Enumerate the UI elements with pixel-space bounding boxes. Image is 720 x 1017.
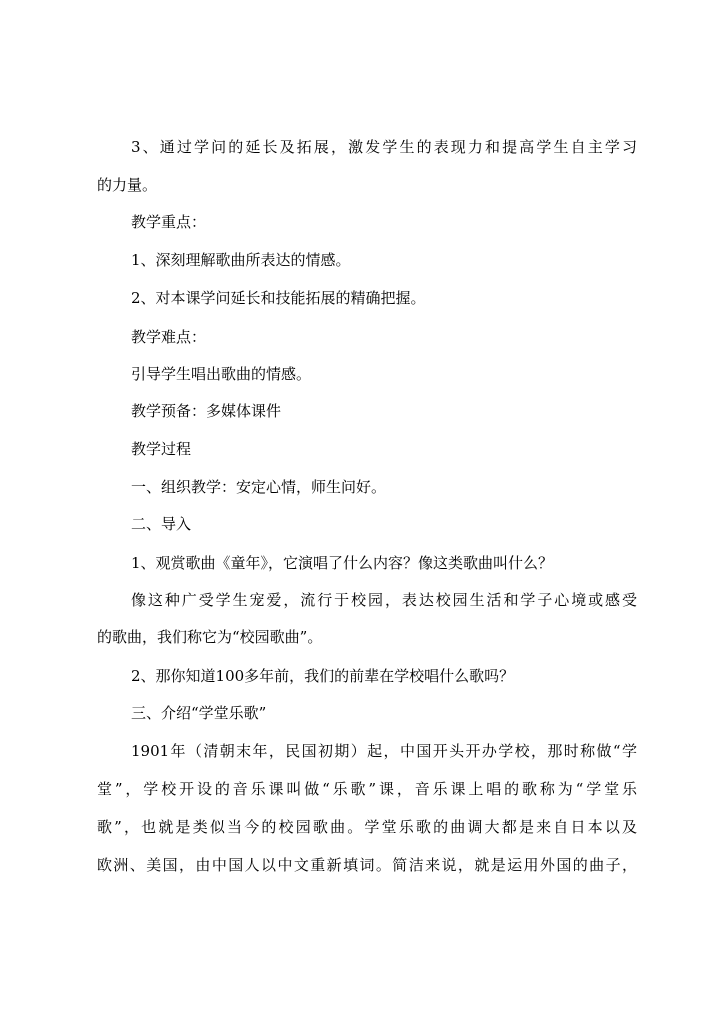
- paragraph-line: 一、组织教学：安定心情，师生问好。: [131, 478, 387, 496]
- paragraph-line: 1、深刻理解歌曲所表达的情感。: [131, 251, 351, 269]
- paragraph-line: 像这种广受学生宠爱，流行于校园，表达校园生活和学子心境或感受: [131, 591, 637, 609]
- paragraph-line: 1901年（清朝末年，民国初期）起，中国开头开办学校，那时称做“学: [131, 742, 637, 760]
- paragraph-line: 欧洲、美国，由中国人以中文重新填词。简洁来说，就是运用外国的曲子，: [97, 856, 637, 874]
- section-heading: 教学过程: [131, 440, 192, 458]
- paragraph-line: 3、通过学问的延长及拓展，激发学生的表现力和提高学生自主学习: [131, 138, 637, 156]
- paragraph-line: 2、那你知道100多年前，我们的前辈在学校唱什么歌吗？: [131, 667, 515, 685]
- paragraph-line: 的歌曲，我们称它为“校园歌曲”。: [97, 628, 323, 646]
- paragraph-line: 的力量。: [97, 176, 158, 194]
- paragraph-line: 歌”，也就是类似当今的校园歌曲。学堂乐歌的曲调大都是来自日本以及: [97, 818, 637, 836]
- section-heading: 三、介绍“学堂乐歌”: [131, 704, 267, 722]
- paragraph-line: 2、对本课学问延长和技能拓展的精确把握。: [131, 289, 426, 307]
- paragraph-line: 教学预备：多媒体课件: [131, 402, 282, 420]
- section-heading: 二、导入: [131, 515, 192, 533]
- section-heading: 教学难点：: [131, 328, 207, 346]
- section-heading: 教学重点：: [131, 213, 207, 231]
- paragraph-line: 堂”，学校开设的音乐课叫做“乐歌”课，音乐课上唱的歌称为“学堂乐: [97, 780, 637, 798]
- paragraph-line: 引导学生唱出歌曲的情感。: [131, 365, 312, 383]
- paragraph-line: 1、观赏歌曲《童年》，它演唱了什么内容？像这类歌曲叫什么？: [131, 554, 554, 572]
